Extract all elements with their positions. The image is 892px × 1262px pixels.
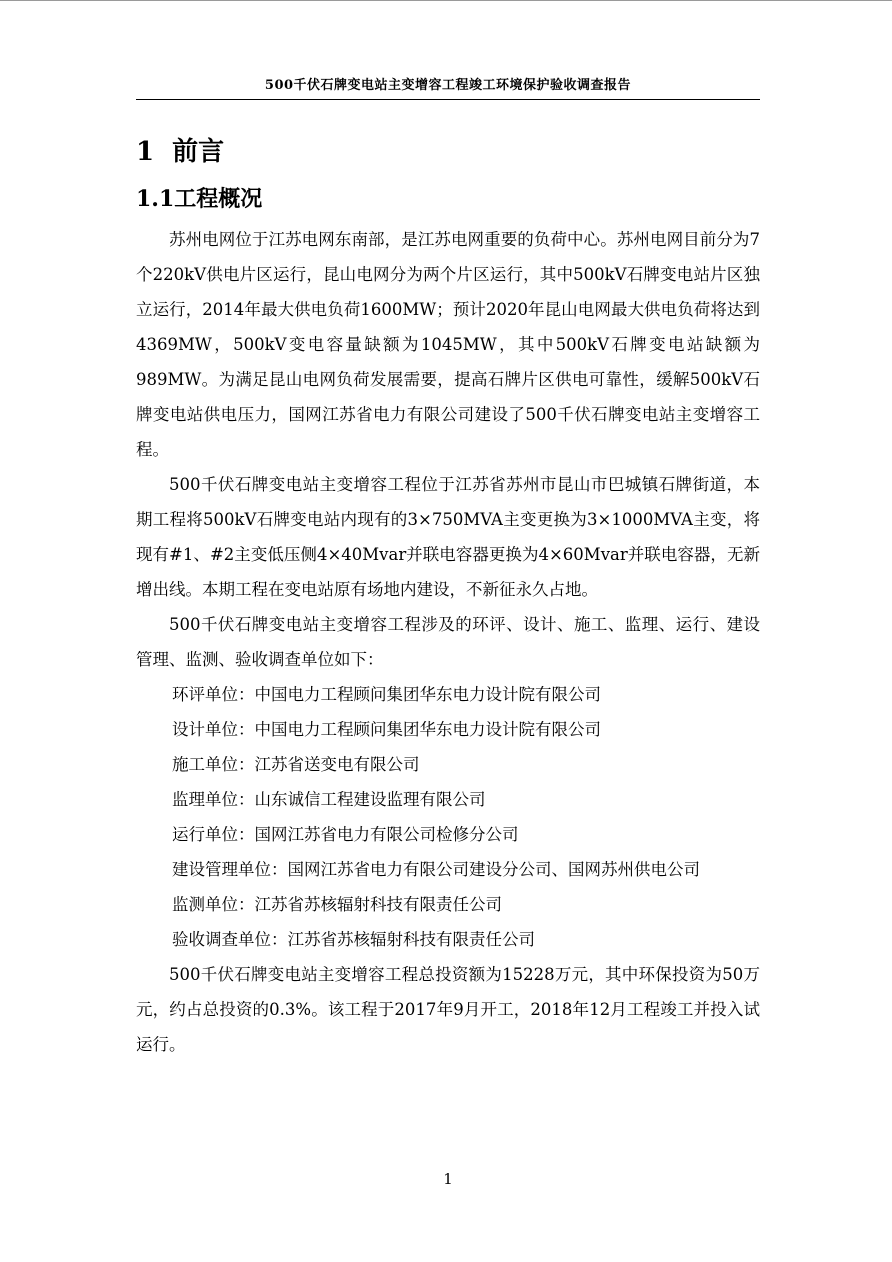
page-top-border [0, 0, 892, 1]
unit-entry-acceptance: 验收调查单位：江苏省苏核辐射科技有限责任公司 [172, 930, 535, 949]
section-title: 前言 [172, 137, 225, 167]
unit-entry-supervision: 监理单位：山东诚信工程建设监理有限公司 [172, 790, 486, 809]
unit-entry-eia: 环评单位：中国电力工程顾问集团华东电力设计院有限公司 [172, 685, 601, 704]
paragraph-background: 苏州电网位于江苏电网东南部，是江苏电网重要的负荷中心。苏州电网目前分为7个220kV供电片区运行，昆山电网分为两个片区运行，其中500kV石牌变电站片区独立运行，2014年最大供电负荷1600MW；预计2020年昆山电网最大供电负荷将达到4369MW，500kV变电容量缺额为1045MW，其中500kV石牌变电站缺额为989MW。为满足昆山电网负荷发展需要，提高石牌片区供电可靠性，缓解500kV石牌变电站供电压力，国网江苏省电力有限公司建设了500千伏石牌变电站主变增容工程。 [136, 230, 760, 459]
page-body [136, 130, 760, 1062]
subsection-heading: 1.1工程概况 [136, 186, 263, 212]
unit-entry-construction: 施工单位：江苏省送变电有限公司 [172, 755, 420, 774]
header-rule [136, 99, 760, 100]
paragraph-project-location: 500千伏石牌变电站主变增容工程位于江苏省苏州市昆山市巴城镇石牌街道，本期工程将500kV石牌变电站内现有的3×750MVA主变更换为3×1000MVA主变，将现有#1、#2主变低压侧4×40Mvar并联电容器更换为4×60Mvar并联电容器，无新增出线。本期工程在变电站原有场地内建设，不新征永久占地。 [136, 475, 760, 599]
section-heading [136, 130, 760, 174]
page-number: 1 [443, 1170, 453, 1188]
section-number: 1 [136, 137, 155, 167]
unit-entry-monitoring: 监测单位：江苏省苏核辐射科技有限责任公司 [172, 895, 502, 914]
unit-entry-management: 建设管理单位：国网江苏省电力有限公司建设分公司、国网苏州供电公司 [172, 860, 700, 879]
unit-entry-operation: 运行单位：国网江苏省电力有限公司检修分公司 [172, 825, 519, 844]
running-header: 500千伏石牌变电站主变增容工程竣工环境保护验收调查报告 [264, 78, 632, 93]
paragraph-units-intro: 500千伏石牌变电站主变增容工程涉及的环评、设计、施工、监理、运行、建设管理、监测、验收调查单位如下： [136, 615, 760, 669]
paragraph-investment: 500千伏石牌变电站主变增容工程总投资额为15228万元，其中环保投资为50万元，约占总投资的0.3%。该工程于2017年9月开工，2018年12月工程竣工并投入试运行。 [136, 965, 760, 1054]
unit-entry-design: 设计单位：中国电力工程顾问集团华东电力设计院有限公司 [172, 720, 601, 739]
